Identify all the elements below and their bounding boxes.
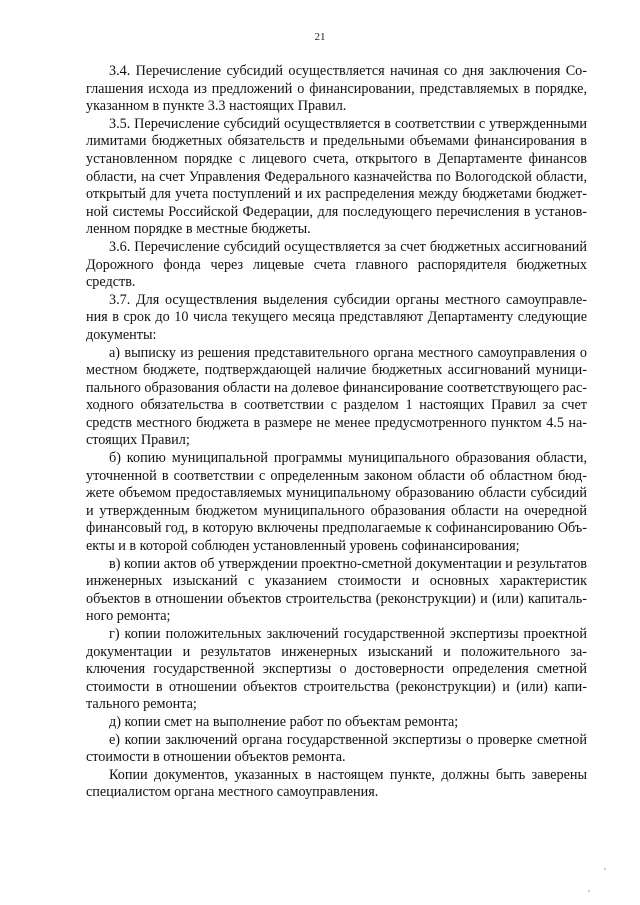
paragraph-3-7: 3.7. Для осуществления выделения субсидии органы местного самоуправления в срок до 10 числа текущего месяца представляют Департаменту следующие документы: [86, 291, 587, 343]
paragraph-3-4: 3.4. Перечисление субсидий осуществляется начиная со дня заключения Соглашения исхода из предложений о финансировании, представляемых в порядке, указанном в пункте 3.3 настоящих Правил. [86, 63, 587, 115]
paragraph-3-5: 3.5. Перечисление субсидий осуществляется в соответствии с утвержденными лимитами бюджетных обязательств и предельными объемами финансирования в установленном порядке с лицевого счета, открытого в Департаменте финансов области, на счет Управления Федерального казначейства по Вологодской области, открытый для учета поступлений и их распределения между бюджетами бюджетной системы Российской Федерации, для последующего перечисления в установленном порядке в местные бюджеты. [86, 115, 587, 238]
paragraph-3-6: 3.6. Перечисление субсидий осуществляется за счет бюджетных ассигнований Дорожного фонда через лицевые счета главного распорядителя бюджетных средств. [86, 238, 587, 291]
closing-paragraph: Копии документов, указанных в настоящем пункте, должны быть заверены специалистом органа местного самоуправления. [86, 766, 587, 801]
list-item-b: б) копию муниципальной программы муниципального образования области, уточненной в соответствии с определенным законом области об областном бюджете объемом предоставляемых муниципальному образованию области субсидий и утвержденным бюджетом муниципального образования области на очередной финансовый год, в которую включены предполагаемые к софинансированию Объекты и в которой соблюден установленный уровень софинансирования; [86, 450, 587, 555]
document-body [86, 63, 587, 802]
scan-speck [604, 868, 606, 870]
scan-speck [588, 890, 590, 892]
list-item-d: д) копии смет на выполнение работ по объектам ремонта; [109, 713, 459, 730]
list-item-a: а) выписку из решения представительного органа местного самоуправления о местном бюджете, подтверждающей наличие бюджетных ассигнований муниципального образования области на долевое финансирование соответствующего расходного обязательства в соответствии с разделом 1 настоящих Правил за счет средств местного бюджета в размере не менее предусмотренного пунктом 4.5 настоящих Правил; [86, 344, 587, 449]
page-number: 21 [314, 31, 326, 43]
list-item-v: в) копии актов об утверждении проектно-сметной документации и результатов инженерных изысканий с указанием стоимости и основных характеристик объектов в отношении объектов строительства (реконструкции) и (или) капитального ремонта; [86, 555, 587, 625]
list-item-e: е) копии заключений органа государственной экспертизы о проверке сметной стоимости в отношении объектов ремонта. [86, 731, 587, 766]
list-item-g: г) копии положительных заключений государственной экспертизы проектной документации и результатов инженерных изысканий и положительного заключения государственной экспертизы о достоверности определения сметной стоимости в отношении объектов строительства (реконструкции) и (или) капитального ремонта; [86, 626, 587, 713]
